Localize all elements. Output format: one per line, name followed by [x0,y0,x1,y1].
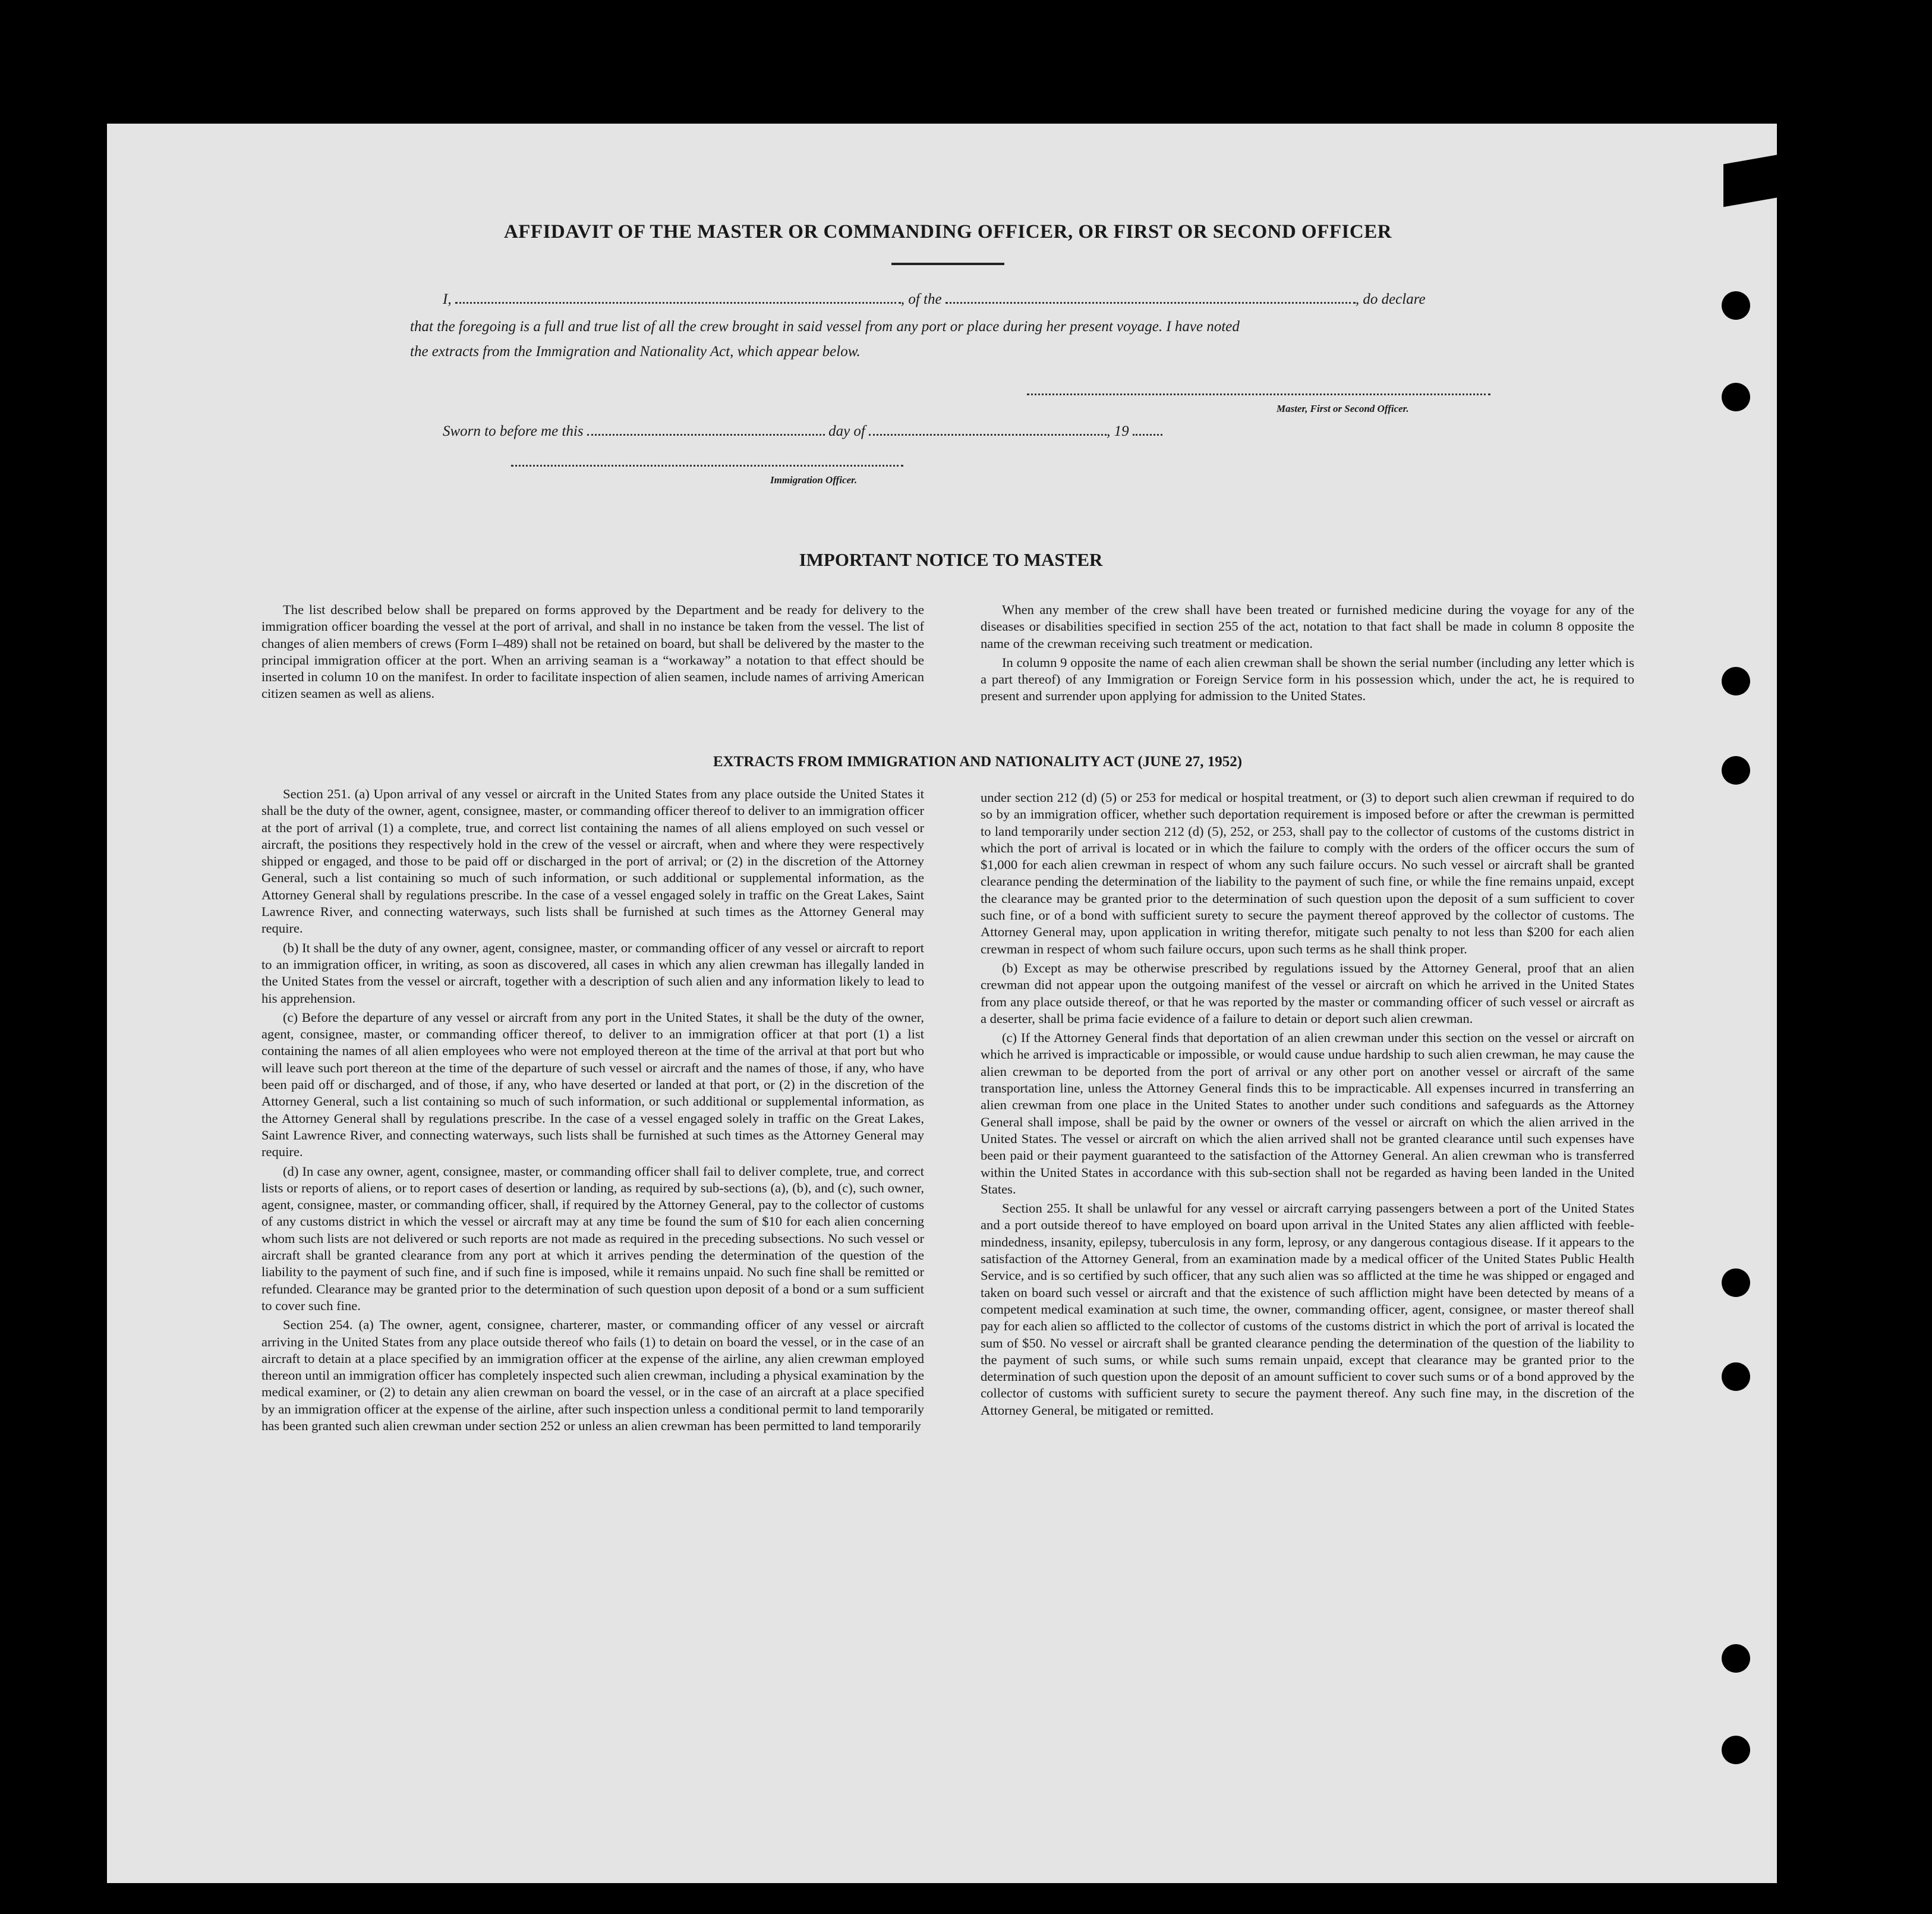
sworn-text: Sworn to before me this [443,423,584,439]
notice-right-column [981,602,1634,705]
declaration-line [443,291,1426,308]
notice-left-text: The list described below shall be prepared on forms approved by the Department and be ready for delivery to the immigration officer boarding the vessel at the port of arrival, and shall in no instance be taken from the vessel. The list of changes of alien members of crews (Form I–489) shall not be retained on board, but shall be delivered by the master to the principal immigration officer at the port. When an arriving seaman is a “workaway” a notation to that effect should be inserted in column 10 on the manifest. In order to facilitate inspection of alien seamen, include names of arriving American citizen seamen as well as aliens. [261,602,924,701]
sworn-line [443,423,1162,440]
punch-hole [1722,1736,1750,1764]
punch-hole [1722,1268,1750,1297]
notice-left-column [261,602,924,703]
punch-hole [1722,1644,1750,1673]
master-signature-line[interactable] [1027,393,1490,395]
sworn-day-field[interactable] [587,423,825,436]
extracts-heading: EXTRACTS FROM IMMIGRATION AND NATIONALITY ACT (JUNE 27, 1952) [713,754,1243,770]
punch-hole [1722,667,1750,695]
declaration-text-2: that the foregoing is a full and true list of all the crew brought in said vessel from any port or place during her present voyage. I have noted [410,319,1240,335]
master-signature-caption: Master, First or Second Officer. [1277,403,1409,414]
sworn-month-field[interactable] [869,423,1107,436]
punch-hole [1722,291,1750,320]
declaration-end: , do declare [1355,291,1426,307]
extracts-left-column [261,786,924,1434]
punch-hole [1722,756,1750,785]
vessel-field[interactable] [945,291,1356,304]
section-254-c: (c) If the Attorney General finds that deportation of an alien crewman under this section on the vessel or aircraft on which he arrived is impracticable or impossible, or would cause undue hardship to such alien crewman, he may cause the alien crewman to be deported from the port of arrival or any other port on another vessel or aircraft of the same transportation line, unless the Attorney General finds this to be impracticable. All expenses incurred in transferring an alien crewman from one place in the United States to another under such conditions and safeguards as the Attorney General shall impose, shall be paid by the owner or owners of the vessel or aircraft on which the alien arrived in the United States. The vessel or aircraft on which the alien arrived shall not be granted clearance until such expenses have been paid or their payment guaranteed to the satisfaction of the Attorney General. An alien crewman who is transferred within the United States in accordance with this sub-section shall not be regarded as having been landed in the United States. [981,1030,1634,1197]
declaration-of-the: , of the [900,291,942,307]
sworn-year-field[interactable] [1133,423,1162,436]
section-254-a-continued: under section 212 (d) (5) or 253 for medical or hospital treatment, or (3) to deport such alien crewman if required to do so by an immigration officer, whether such deportation requirement is imposed before or after the crewman is permitted to land temporarily under section 212 (d) (5), 252, or 253, shall pay to the collector of customs of the customs district in which the port of arrival is located or in which the failure to comply with the orders of the officer occurs the sum of $1,000 for each alien crewman in respect of whom any such failure occurs. No such vessel or aircraft shall be granted clearance pending the determination of the liability to the payment of such fine, or while the fine remains unpaid, except the clearance may be granted prior to the determination of such question upon the deposit of a sum sufficient to cover such fine, or of a bond with sufficient surety to secure the payment thereof approved by the collector of customs. The Attorney General may, upon application in writing therefor, mitigate such penalty to not less than $200 for each alien crewman in respect of whom such failure occurs, upon such terms as he shall think proper. [981,790,1634,956]
section-255: Section 255. It shall be unlawful for any vessel or aircraft carrying passengers between a port of the United States and a port outside thereof to have employed on board upon arrival in the United States any alien afflicted with feeble-mindedness, insanity, epilepsy, tuberculosis in any form, leprosy, or any dangerous contagious disease. If it appears to the satisfaction of the Attorney General, from an examination made by a medical officer of the United States Public Health Service, and is so certified by such officer, that any such alien was so afflicted at the time he was shipped or engaged and taken on board such vessel or aircraft and that the existence of such affliction might have been detected by means of a competent medical examination at such time, the owner, commanding officer, agent, consignee, or master thereof shall pay for each alien so afflicted to the collector of customs of the customs district in which the port of arrival is located the sum of $50. No vessel or aircraft shall be granted clearance pending the determination of the question of the liability to the payment of such sums, or while such sums remain unpaid, except that clearance may be granted prior to the determination of such question upon the deposit of an amount sufficient to cover such sums or of a bond approved by the collector of customs with sufficient surety to secure the payment thereof. Any such fine may, in the discretion of the Attorney General, be mitigated or remitted. [981,1201,1634,1418]
name-field[interactable] [455,291,901,304]
declaration-i: I, [443,291,452,307]
officer-signature-line[interactable] [511,465,903,467]
section-251-c: (c) Before the departure of any vessel or aircraft from any port in the United States, it shall be the duty of the owner, agent, consignee, master, or commanding officer thereof, to deliver to an immigration officer at that port (1) a list containing the names of all alien employees who were not employed thereon at the time of the arrival at that port but who will leave such port thereon at the time of the departure of such vessel or aircraft and the names of those, if any, who have been paid off or discharged, and of those, if any, who have deserted or landed at that port, or (2) in the discretion of the Attorney General, such a list containing so much of such information, or such additional or supplemental information, as the Attorney General shall by regulations prescribe. In the case of a vessel engaged solely in traffic on the Great Lakes, Saint Lawrence River, and connecting waterways, such lists shall be furnished at such times as the Attorney General may require. [261,1009,924,1160]
notice-heading: IMPORTANT NOTICE TO MASTER [799,549,1103,570]
section-251-d: (d) In case any owner, agent, consignee, master, or commanding officer shall fail to deliver complete, true, and correct lists or reports of aliens, or to report cases of desertion or landing, as required by sub-sections (a), (b), and (c), such owner, agent, consignee, master, or commanding officer, shall, if required by the Attorney General, pay to the collector of customs of any customs district in which the vessel or aircraft may at any time be found the sum of $10 for each alien concerning whom such lists are not delivered or such reports are not made as required in the preceding subsections. No such vessel or aircraft shall be granted clearance from any port at which it arrives pending the determination of the question of the liability to the payment of such fine, and if such fine is imposed, while it remains unpaid. No such fine shall be remitted or refunded. Clearance may be granted prior to the determination of such question upon deposit of a bond or a sum sufficient to cover such fine. [261,1163,924,1313]
notice-right-text-1: When any member of the crew shall have been treated or furnished medicine during the voyage for any of the diseases or disabilities specified in section 255 of the act, notation to that fact shall be made in column 8 opposite the name of the crewman receiving such treatment or medication. [981,602,1634,651]
punch-hole [1722,1362,1750,1391]
punch-hole [1722,383,1750,411]
section-254-a: Section 254. (a) The owner, agent, consignee, charterer, master, or commanding officer of any vessel or aircraft arriving in the United States from any place outside thereof who fails (1) to detain on board the vessel, or in the case of an aircraft to detain at a place specified by an immigration officer at the expense of the airline, any alien crewman employed thereon until an immigration officer has completely inspected such alien crewman, including a physical examination by the medical examiner, or (2) to detain any alien crewman on board the vessel, or in the case of an aircraft at a place specified by an immigration officer at the expense of the airline, after such inspection unless a conditional permit to land temporarily has been granted such alien crewman under section 252 or unless an alien crewman has been permitted to land temporarily [261,1317,924,1433]
title-rule [891,263,1004,265]
section-251-a: Section 251. (a) Upon arrival of any vessel or aircraft in the United States from any place outside the United States it shall be the duty of the owner, agent, consignee, master, or commanding officer thereof to deliver to an immigration officer at the port of arrival (1) a complete, true, and correct list containing the names of all aliens employed on such vessel or aircraft, the positions they respectively hold in the crew of the vessel or aircraft, when and where they were respectively shipped or engaged, and those to be paid off or discharged in the port of arrival; or (2) in the discretion of the Attorney General, such a list containing so much of such information, or such additional or supplemental information, as the Attorney General shall by regulations prescribe. In the case of a vessel engaged solely in traffic on the Great Lakes, Saint Lawrence River, and connecting waterways, such lists shall be furnished at such times as the Attorney General may require. [261,786,924,936]
affidavit-title: AFFIDAVIT OF THE MASTER OR COMMANDING OFFICER, OR FIRST OR SECOND OFFICER [503,221,1392,243]
extracts-right-column [981,789,1634,1419]
declaration-text-3: the extracts from the Immigration and Nationality Act, which appear below. [410,344,861,360]
sworn-year-label: , 19 [1107,423,1129,439]
section-251-b: (b) It shall be the duty of any owner, agent, consignee, master, or commanding officer of any vessel or aircraft to report to an immigration officer, in writing, as soon as discovered, all cases in which any alien crewman has illegally landed in the United States from the vessel or aircraft, together with a description of such alien and any information likely to lead to his apprehension. [261,940,924,1006]
notice-right-text-2: In column 9 opposite the name of each alien crewman shall be shown the serial number (including any letter which is a part thereof) of any Immigration or Foreign Service form in his possession which, under the act, he is required to present and surrender upon applying for admission to the United States. [981,654,1634,704]
sworn-day-label: day of [828,423,865,439]
section-254-b: (b) Except as may be otherwise prescribed by regulations issued by the Attorney General, proof that an alien crewman did not appear upon the outgoing manifest of the vessel or aircraft on which he arrived in the United States from any place outside thereof, or that he was reported by the master or commanding officer of such vessel or aircraft as a deserter, shall be prima facie evidence of a failure to detain or deport such alien crewman. [981,960,1634,1026]
officer-signature-caption: Immigration Officer. [770,474,858,486]
